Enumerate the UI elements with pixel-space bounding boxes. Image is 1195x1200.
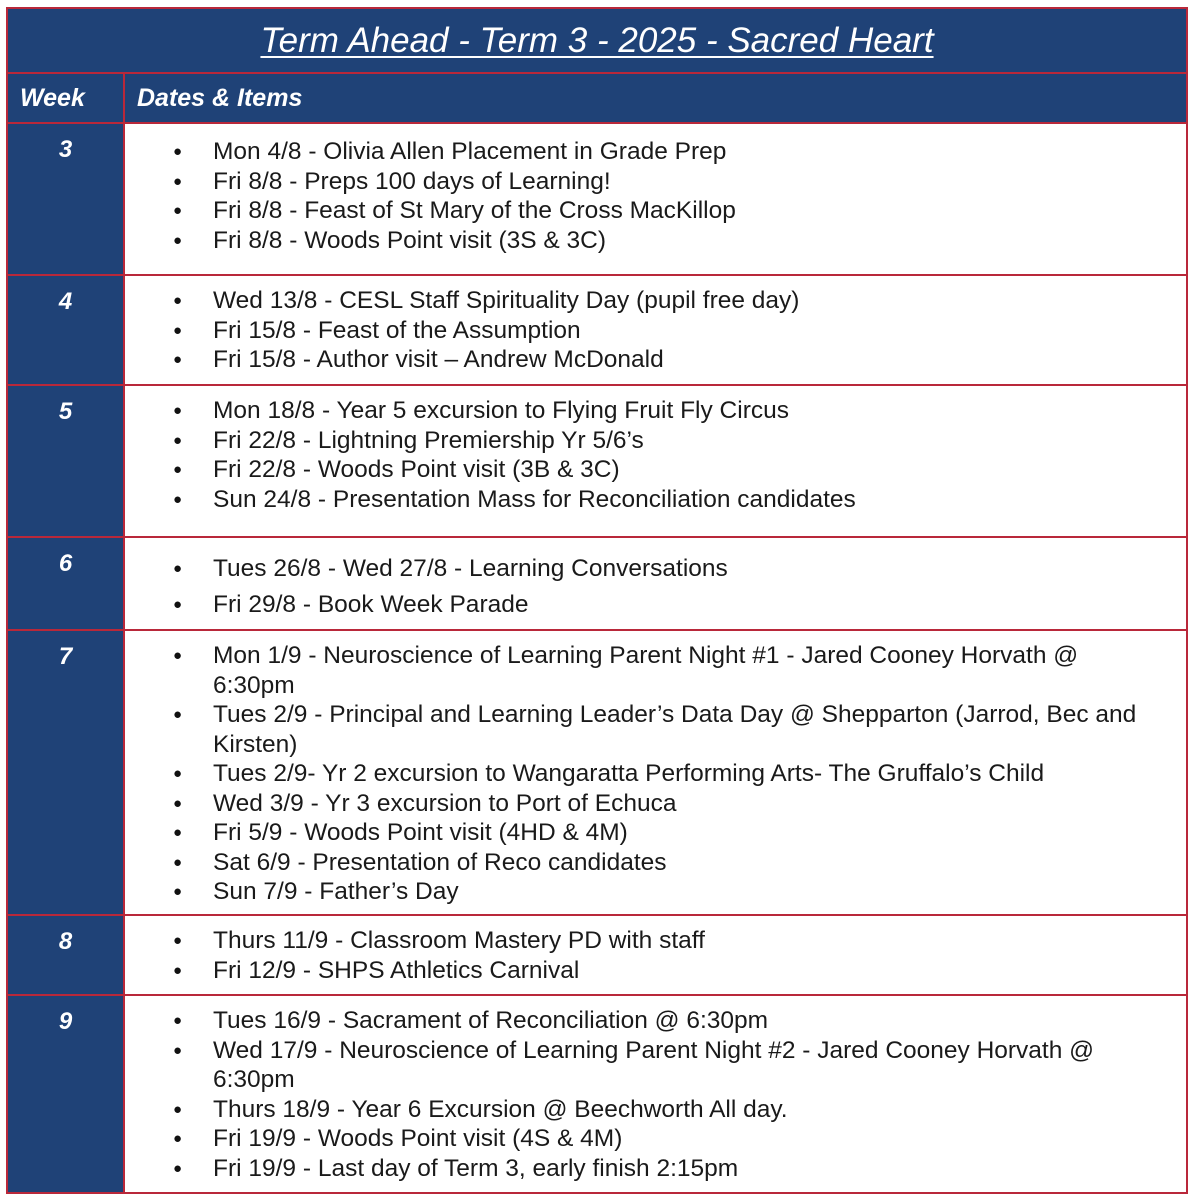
- list-item: ● Tues 2/9 - Principal and Learning Leader’s Data Day @ Shepparton (Jarrod, Bec and Kirsten): [213, 700, 1186, 759]
- list-item: ● Mon 1/9 - Neuroscience of Learning Parent Night #1 - Jared Cooney Horvath @ 6:30pm: [213, 641, 1186, 700]
- list-item: ● Wed 13/8 - CESL Staff Spirituality Day (pupil free day): [213, 286, 1186, 316]
- week-items-cell: [124, 995, 1187, 1193]
- table-title: Term Ahead - Term 3 - 2025 - Sacred Heart: [7, 8, 1187, 73]
- week-items-cell: [124, 915, 1187, 995]
- list-item: ● Fri 15/8 - Author visit – Andrew McDonald: [213, 345, 1186, 375]
- list-item: ● Mon 4/8 - Olivia Allen Placement in Grade Prep: [213, 137, 1186, 167]
- item-list: [125, 641, 1186, 907]
- week-row: [7, 123, 1187, 275]
- week-items-cell: [124, 275, 1187, 385]
- week-row: [7, 385, 1187, 537]
- term-ahead-document: [6, 7, 1188, 1194]
- week-items-cell: [124, 630, 1187, 915]
- list-item: ● Wed 17/9 - Neuroscience of Learning Parent Night #2 - Jared Cooney Horvath @ 6:30pm: [213, 1036, 1186, 1095]
- list-item: ● Fri 8/8 - Woods Point visit (3S & 3C): [213, 226, 1186, 256]
- list-item: ● Fri 12/9 - SHPS Athletics Carnival: [213, 956, 1186, 986]
- list-item: ● Tues 16/9 - Sacrament of Reconciliation @ 6:30pm: [213, 1006, 1186, 1036]
- week-number: 5: [7, 385, 124, 537]
- header-row: [7, 73, 1187, 123]
- title-row: [7, 8, 1187, 73]
- week-number: 9: [7, 995, 124, 1193]
- week-number: 4: [7, 275, 124, 385]
- week-items-cell: [124, 537, 1187, 630]
- term-table: [6, 7, 1188, 1194]
- list-item: ● Thurs 11/9 - Classroom Mastery PD with staff: [213, 926, 1186, 956]
- list-item: ● Mon 18/8 - Year 5 excursion to Flying Fruit Fly Circus: [213, 396, 1186, 426]
- list-item: ● Thurs 18/9 - Year 6 Excursion @ Beechworth All day.: [213, 1095, 1186, 1125]
- list-item: ● Fri 19/9 - Last day of Term 3, early finish 2:15pm: [213, 1154, 1186, 1184]
- list-item: ● Wed 3/9 - Yr 3 excursion to Port of Echuca: [213, 789, 1186, 819]
- item-list: [125, 1006, 1186, 1183]
- week-column-header: Week: [7, 73, 124, 123]
- list-item: ● Fri 22/8 - Lightning Premiership Yr 5/6’s: [213, 426, 1186, 456]
- list-item: ● Fri 19/9 - Woods Point visit (4S & 4M): [213, 1124, 1186, 1154]
- item-list: [125, 926, 1186, 985]
- week-number: 6: [7, 537, 124, 630]
- list-item: ● Fri 29/8 - Book Week Parade: [213, 587, 1186, 623]
- week-items-cell: [124, 385, 1187, 537]
- week-number: 7: [7, 630, 124, 915]
- week-row: [7, 275, 1187, 385]
- item-list: [125, 286, 1186, 375]
- list-item: ● Fri 8/8 - Feast of St Mary of the Cross MacKillop: [213, 196, 1186, 226]
- list-item: ● Tues 2/9- Yr 2 excursion to Wangaratta Performing Arts- The Gruffalo’s Child: [213, 759, 1186, 789]
- week-row: [7, 915, 1187, 995]
- item-list: [125, 551, 1186, 623]
- week-row: [7, 537, 1187, 630]
- items-column-header: Dates & Items: [124, 73, 1187, 123]
- item-list: [125, 396, 1186, 514]
- list-item: ● Fri 22/8 - Woods Point visit (3B & 3C): [213, 455, 1186, 485]
- week-row: [7, 995, 1187, 1193]
- week-row: [7, 630, 1187, 915]
- week-number: 8: [7, 915, 124, 995]
- list-item: ● Fri 15/8 - Feast of the Assumption: [213, 316, 1186, 346]
- week-number: 3: [7, 123, 124, 275]
- list-item: ● Sun 24/8 - Presentation Mass for Reconciliation candidates: [213, 485, 1186, 515]
- item-list: [125, 137, 1186, 255]
- list-item: ● Sun 7/9 - Father’s Day: [213, 877, 1186, 907]
- week-items-cell: [124, 123, 1187, 275]
- list-item: ● Sat 6/9 - Presentation of Reco candidates: [213, 848, 1186, 878]
- list-item: ● Tues 26/8 - Wed 27/8 - Learning Conversations: [213, 551, 1186, 587]
- list-item: ● Fri 5/9 - Woods Point visit (4HD & 4M): [213, 818, 1186, 848]
- list-item: ● Fri 8/8 - Preps 100 days of Learning!: [213, 167, 1186, 197]
